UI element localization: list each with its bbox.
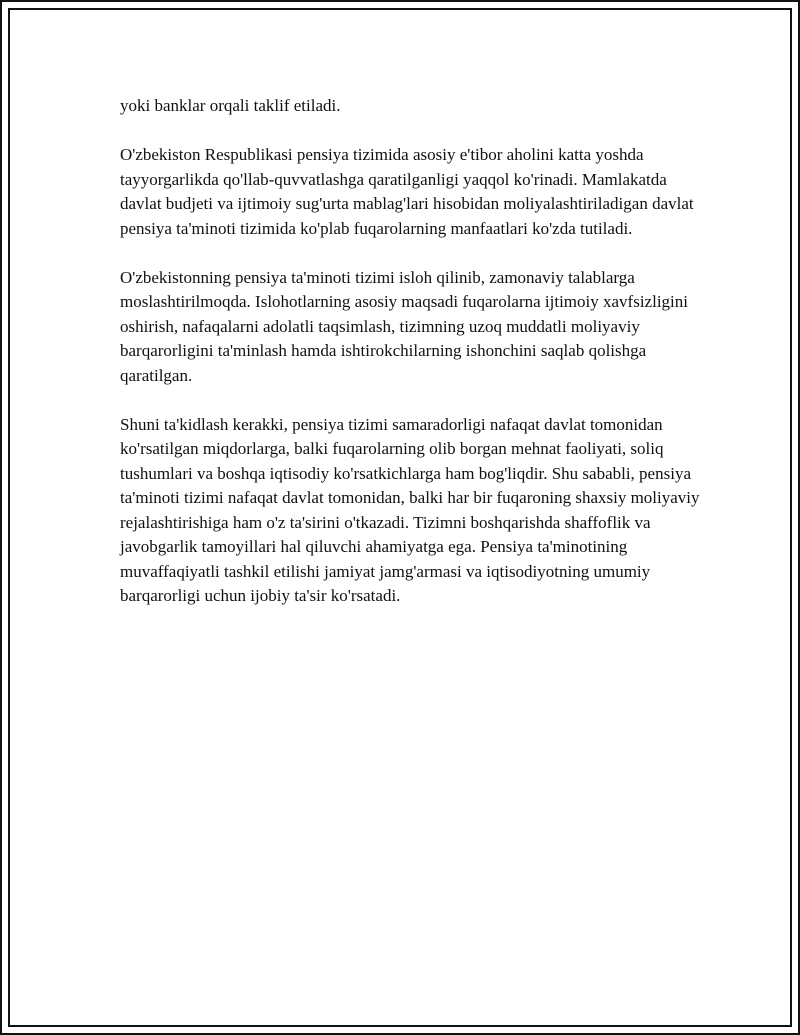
paragraph-pension-reform: O'zbekistonning pensiya ta'minoti tizimi isloh qilinib, zamonaviy talablarga moslashtirilmoqda. Islohotlarning asosiy maqsadi fuqarolarna ijtimoiy xavfsizligini oshirish, nafaqalarni adolatli taqsimlash, tizimning uzoq muddatli moliyaviy barqarorligini ta'minlash hamda ishtirokchilarning ishonchini saqlab qolishga qaratilgan. [120,267,688,385]
document-body [120,94,700,633]
paragraph-pension-system-focus: O'zbekiston Respublikasi pensiya tizimida asosiy e'tibor aholini katta yoshda tayyorgarlikda qo'llab-quvvatlashga qaratilganligi yaqqol ko'rinadi. Mamlakatda davlat budjeti va ijtimoiy sug'urta mablag'lari hisobidan moliyalashtiriladigan davlat pensiya ta'minoti tizimida ko'plab fuqarolarning manfaatlari ko'zda tutiladi. [120,145,694,238]
paragraph-continuation: yoki banklar orqali taklif etiladi. [120,96,341,115]
paragraph-pension-efficiency: Shuni ta'kidlash kerakki, pensiya tizimi samaradorligi nafaqat davlat tomonidan ko'rsatilgan miqdorlarga, balki fuqarolarning olib borgan mehnat faoliyati, soliq tushumlari va boshqa iqtisodiy ko'rsatkichlarga ham bog'liqdir. Shu sababli, pensiya ta'minoti tizimi nafaqat davlat tomonidan, balki har bir fuqaroning shaxsiy moliyaviy rejalashtirishiga ham o'z ta'sirini o'tkazadi. Tizimni boshqarishda shaffoflik va javobgarlik tamoyillari hal qiluvchi ahamiyatga ega. Pensiya ta'minotining muvaffaqiyatli tashkil etilishi jamiyat jamg'armasi va iqtisodiyotning umumiy barqarorligi uchun ijobiy ta'sir ko'rsatadi. [120,414,700,605]
